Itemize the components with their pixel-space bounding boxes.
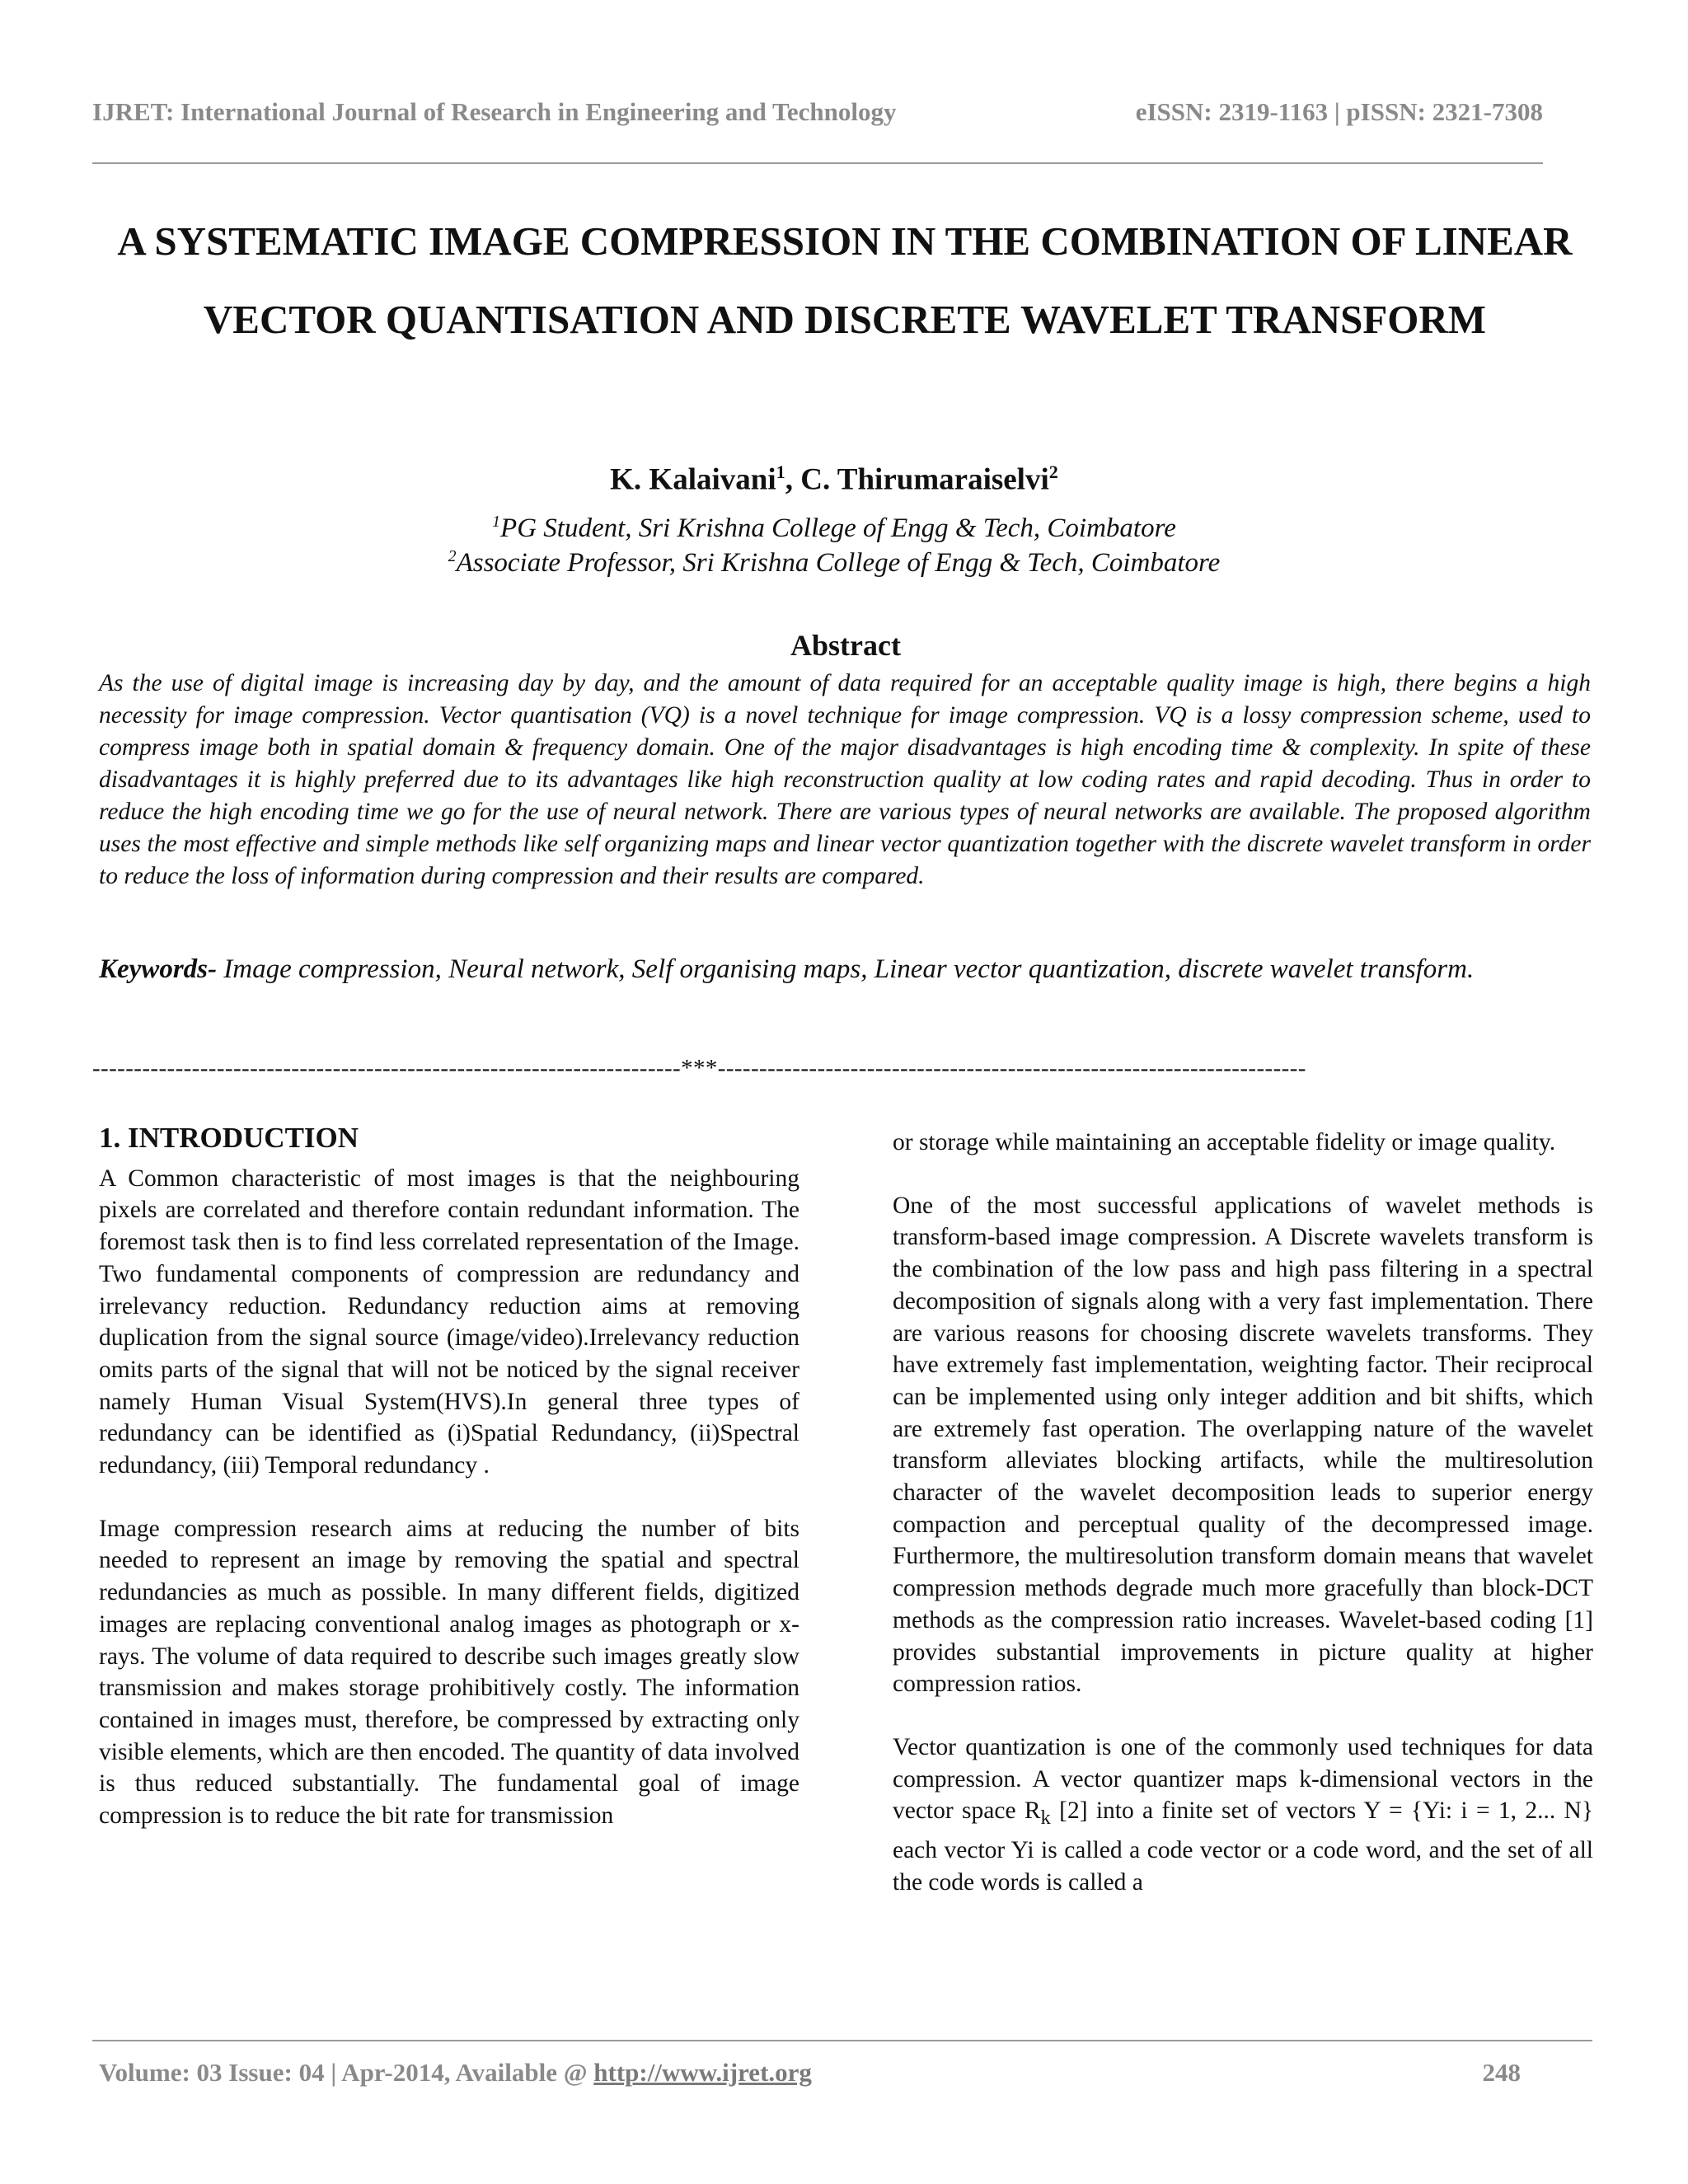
affiliation-2-sup: 2 <box>448 547 457 565</box>
abstract-text: As the use of digital image is increasing day by day, and the amount of data required for an acceptable quality image is high, there begins a high necessity for image compression. Vector quantisation (VQ) is a novel technique for image compression. VQ is a lossy compression scheme, used to compress image both in spatial domain & frequency domain. One of the major disadvantages is high encoding time & complexity. In spite of these disadvantages it is highly preferred due to its advantages like high reconstruction quality at low coding rates and rapid decoding. Thus in order to reduce the high encoding time we go for the use of neural network. There are various types of neural networks are available. The proposed algorithm uses the most effective and simple methods like self organizing maps and linear vector quantization together with the discrete wavelet transform in order to reduce the loss of information during compression and their results are compared. <box>99 670 1591 889</box>
issn: eISSN: 2319-1163 | pISSN: 2321-7308 <box>1135 97 1543 126</box>
footer-volume-text: Volume: 03 Issue: 04 | Apr-2014, Available @ <box>99 2058 594 2087</box>
footer <box>99 2058 1521 2088</box>
abstract-heading: Abstract <box>790 629 901 662</box>
affiliation-2 <box>92 547 1576 579</box>
page-number: 248 <box>1482 2058 1521 2087</box>
paragraph: A Common characteristic of most images is that the neighbouring pixels are correlated and therefore contain redundant information. The foremost task then is to find less correlated representation of the Image. Two fundamental components of compression are redundancy and irrelevancy reduction. Redundancy reduction aims at removing duplication from the signal source (image/video).Irrelevancy reduction omits parts of the signal that will not be noticed by the signal receiver namely Human Visual System(HVS).In general three types of redundancy can be identified as (i)Spatial Redundancy, (ii)Spectral redundancy, (iii) Temporal redundancy . <box>99 1165 799 1479</box>
author-1-sup: 1 <box>776 462 785 482</box>
left-column <box>99 1122 799 1832</box>
section-separator: -----------------------------------------------------------------------***----------------------------------------------------------------------- <box>92 1055 1306 1081</box>
affiliation-1-sup: 1 <box>492 513 501 531</box>
journal-name: IJRET: International Journal of Research in Engineering and Technology <box>92 97 897 126</box>
header-rule <box>92 162 1543 164</box>
keywords-text: Image compression, Neural network, Self organising maps, Linear vector quantization, discrete wavelet transform. <box>217 954 1475 984</box>
authors <box>92 462 1576 497</box>
vq-paragraph <box>893 1732 1593 1898</box>
vq-text-1: Vector quantization is one of the commonly used techniques for data compression. A vector quantizer maps k-dimensional vectors in the vector space R <box>893 1733 1593 1825</box>
vq-subscript: k <box>1040 1807 1051 1830</box>
keywords <box>99 944 1591 996</box>
footer-rule <box>92 2040 1592 2041</box>
author-2-sup: 2 <box>1048 462 1058 482</box>
affiliation-1-text: PG Student, Sri Krishna College of Engg & Tech, Coimbatore <box>500 513 1176 543</box>
running-header <box>92 97 1543 127</box>
paragraph: or storage while maintaining an acceptable fidelity or image quality. <box>893 1129 1556 1155</box>
author-separator: , <box>785 462 801 497</box>
paragraph: One of the most successful applications of wavelet methods is transform-based image compression. A Discrete wavelets transform is the combination of the low pass and high pass filtering in a spectral decomposition of signals along with a very fast implementation. There are various reasons for choosing discrete wavelets transforms. They have extremely fast implementation, weighting factor. Their reciprocal can be implemented using only integer addition and bit shifts, which are extremely fast operation. The overlapping nature of the wavelet transform alleviates blocking artifacts, while the multiresolution character of the wavelet decomposition leads to superior energy compaction and perceptual quality of the decompressed image. Furthermore, the multiresolution transform domain means that wavelet compression methods degrade much more gracefully than block-DCT methods as the compression ratio increases. Wavelet-based coding [1] provides substantial improvements in picture quality at higher compression ratios. <box>893 1192 1593 1698</box>
vq-text-2: [2] into a finite set of vectors Y = {Yi: i = 1, 2... N} each vector Yi is called a code vector or a code word, and the set of all the code words is called a <box>893 1797 1593 1896</box>
keywords-label: Keywords- <box>99 954 217 984</box>
paper-title: A SYSTEMATIC IMAGE COMPRESSION IN THE COMBINATION OF LINEAR VECTOR QUANTISATION AND DISCRETE WAVELET TRANSFORM <box>117 218 1573 342</box>
journal-link[interactable]: http://www.ijret.org <box>593 2058 812 2087</box>
affiliation-1 <box>92 513 1576 544</box>
author-1: K. Kalaivani <box>610 462 776 497</box>
section-heading: 1. INTRODUCTION <box>99 1122 359 1154</box>
right-column <box>893 1127 1593 1898</box>
author-2: C. Thirumaraiselvi <box>800 462 1049 497</box>
affiliation-2-text: Associate Professor, Sri Krishna College of Engg & Tech, Coimbatore <box>456 548 1221 578</box>
footer-volume <box>99 2058 812 2088</box>
paragraph: Image compression research aims at reducing the number of bits needed to represent an image by removing the spatial and spectral redundancies as much as possible. In many different fields, digitized images are replacing conventional analog images as photograph or x-rays. The volume of data required to describe such images greatly slow transmission and makes storage prohibitively costly. The information contained in images must, therefore, be compressed by extracting only visible elements, which are then encoded. The quantity of data involved is thus reduced substantially. The fundamental goal of image compression is to reduce the bit rate for transmission <box>99 1515 799 1830</box>
